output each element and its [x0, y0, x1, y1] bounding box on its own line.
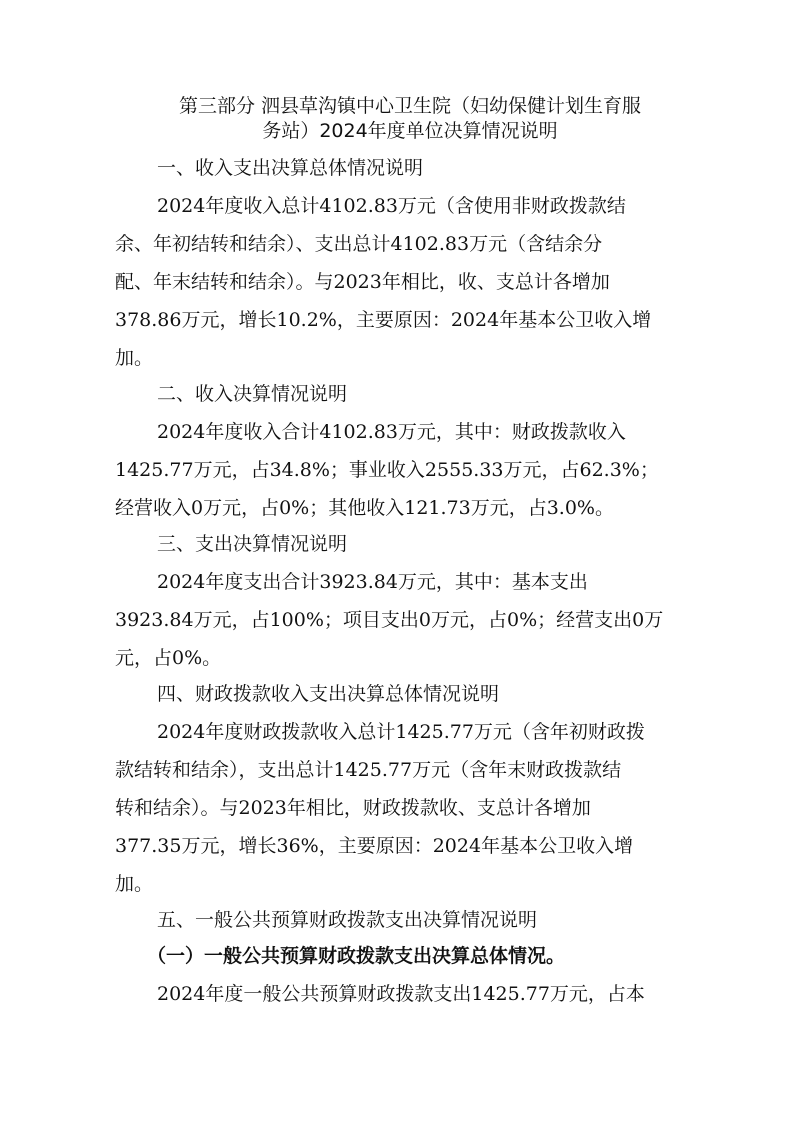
title-line-2: 务站）2024年度单位决算情况说明: [262, 120, 558, 142]
title-line-1: 第三部分 泗县草沟镇中心卫生院（妇幼保健计划生育服: [178, 95, 642, 117]
paragraph-line: 1425.77万元，占34.8%；事业收入2555.33万元，占62.3%；: [115, 459, 659, 481]
paragraph-line: 转和结余）。与2023年相比，财政拨款收、支总计各增加: [115, 797, 591, 819]
paragraph-line: 加。: [115, 347, 154, 369]
paragraph-line: 余、年初结转和结余）、支出总计4102.83万元（含结余分: [115, 233, 603, 255]
section-heading-4: 四、财政拨款收入支出决算总体情况说明: [157, 683, 500, 705]
paragraph-line: 2024年度支出合计3923.84万元，其中：基本支出: [157, 571, 588, 593]
section-heading-1: 一、收入支出决算总体情况说明: [157, 157, 424, 179]
paragraph-line: 2024年度收入总计4102.83万元（含使用非财政拨款结: [157, 195, 626, 217]
paragraph-line: 2024年度一般公共预算财政拨款支出1425.77万元，占本: [157, 983, 645, 1005]
paragraph-line: 加。: [115, 873, 154, 895]
section-heading-3: 三、支出决算情况说明: [157, 533, 348, 555]
paragraph-line: 377.35万元，增长36%，主要原因：2024年基本公卫收入增: [115, 835, 634, 857]
section-heading-2: 二、收入决算情况说明: [157, 383, 348, 405]
paragraph-line: 配、年末结转和结余）。与2023年相比，收、支总计各增加: [115, 271, 610, 293]
paragraph-line: 经营收入0万元，占0%；其他收入121.73万元，占3.0%。: [115, 497, 614, 519]
paragraph-line: 2024年度财政拨款收入总计1425.77万元（含年初财政拨: [157, 721, 645, 743]
section-heading-5: 五、一般公共预算财政拨款支出决算情况说明: [157, 909, 538, 931]
paragraph-line: 378.86万元，增长10.2%，主要原因：2024年基本公卫收入增: [115, 309, 652, 331]
paragraph-line: 款结转和结余），支出总计1425.77万元（含年末财政拨款结: [115, 759, 622, 781]
paragraph-line: 3923.84万元，占100%；项目支出0万元，占0%；经营支出0万: [115, 609, 664, 631]
subsection-heading: （一）一般公共预算财政拨款支出决算总体情况。: [147, 945, 566, 967]
document-title: [150, 94, 670, 144]
paragraph-line: 2024年度收入合计4102.83万元，其中：财政拨款收入: [157, 421, 626, 443]
paragraph-line: 元，占0%。: [115, 647, 222, 669]
